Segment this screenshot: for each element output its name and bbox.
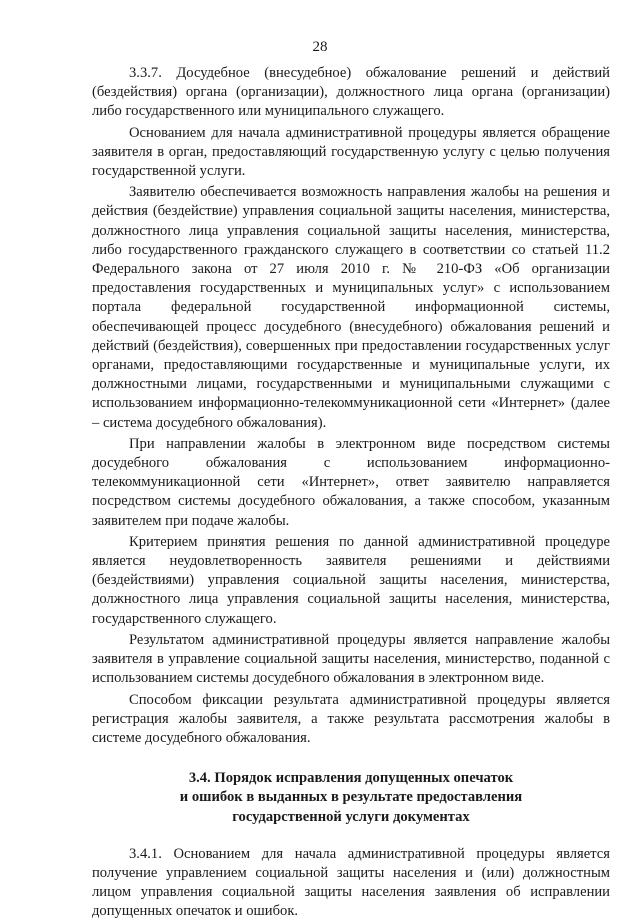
page-number: 28 xyxy=(312,39,328,55)
document-body xyxy=(92,64,610,922)
paragraph-result: Результатом административной процедуры является направление жалобы заявителя в управление социальной защиты населения, министерство, поданной с использованием системы досудебного обжалования в электронном виде. xyxy=(92,631,610,687)
paragraph-complaint-possibility: Заявителю обеспечивается возможность направления жалобы на решения и действия (бездействие) управления социальной защиты населения, министерства, должностного лица управления социальной защиты населения, министерства, либо государственного гражданского служащего в соответствии со статьей 11.2 Федерального закона от 27 июля 2010 г. № 210-ФЗ «Об организации предоставления государственных и муниципальных услуг» с использованием портала федеральной государственной информационной системы, обеспечивающей процесс досудебного (внесудебного) обжалования решений и действий (бездействия), совершенных при предоставлении государственных услуг органами, предоставляющими государственные и муниципальные услуги, их должностными лицами, государственными и муниципальными служащими с использованием информационно-телекоммуникационной сети «Интернет» (далее – система досудебного обжалования). xyxy=(92,184,610,431)
section-heading-3-4 xyxy=(92,769,610,827)
paragraph-3-3-7: 3.3.7. Досудебное (внесудебное) обжалование решений и действий (бездействия) органа (организации), должностного лица органа (организации) либо государственного или муниципального служащего. xyxy=(92,65,610,120)
paragraph-decision-criterion: Критерием принятия решения по данной административной процедуре является неудовлетворенность заявителя решениями и действиями (бездействиями) управления социальной защиты населения, министерства, должностного лица управления социальной защиты населения, министерства, государственного служащего. xyxy=(92,533,610,627)
paragraph-basis: Основанием для начала административной процедуры является обращение заявителя в орган, предоставляющий государственную услугу с целью получения государственной услуги. xyxy=(92,124,610,180)
paragraph-result-fixation: Способом фиксации результата административной процедуры является регистрация жалобы заявителя, а также результата рассмотрения жалобы в системе досудебного обжалования. xyxy=(92,691,610,746)
section-heading-line: 3.4. Порядок исправления допущенных опечаток xyxy=(188,770,514,787)
paragraph-3-4-1: 3.4.1. Основанием для начала административной процедуры является получение управлением социальной защиты населения и (или) должностным лицом управления социальной защиты населения заявления об исправлении допущенных опечаток и ошибок. xyxy=(92,845,610,920)
section-heading-line: и ошибок в выданных в результате предоставления xyxy=(179,789,523,806)
paragraph-electronic-complaint: При направлении жалобы в электронном виде посредством системы досудебного обжалования с использованием информационно-телекоммуникационной сети «Интернет», ответ заявителю направляется посредством системы досудебного обжалования, а также способом, указанным заявителем при подаче жалобы. xyxy=(92,435,610,529)
section-heading-line: государственной услуги документах xyxy=(232,808,470,825)
